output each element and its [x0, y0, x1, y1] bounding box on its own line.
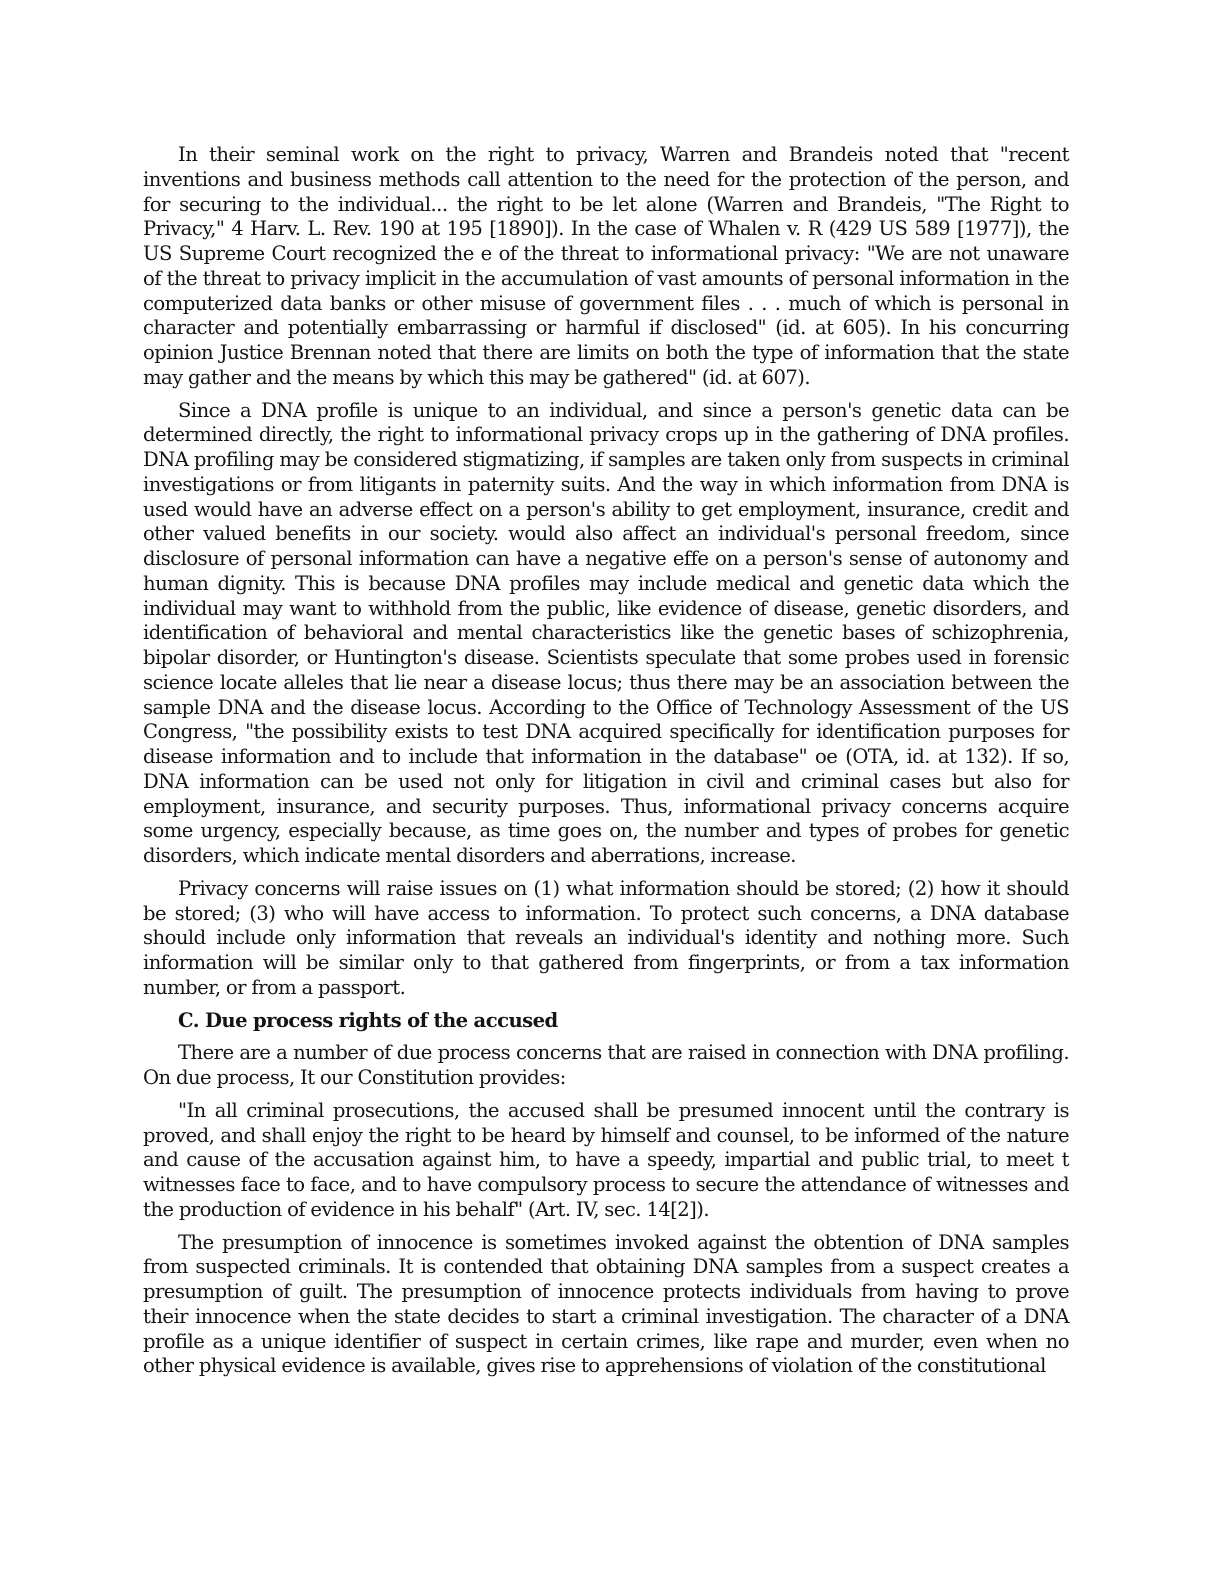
paragraph-privacy-concerns: Privacy concerns will raise issues on (1) what information should be stored; (2) how it should be stored; (3) who will have access to information. To protect such concerns, a DNA database should include only information that reveals an individual's identity and nothing more. Such information will be similar only to that gathered from fingerprints, or from a tax information number, or from a passport.	[143, 876, 1069, 999]
paragraph-dna-profile-privacy: Since a DNA profile is unique to an individual, and since a person's genetic data can be determined directly, the right to informational privacy crops up in the gathering of DNA profiles. DNA profiling may be considered stigmatizing, if samples are taken only from suspects in criminal investigations or from litigants in paternity suits. And the way in which information from DNA is used would have an adverse effect on a person's ability to get employment, insurance, credit and other valued benefits in our society. would also affect an individual's personal freedom, since disclosure of personal information can have a negative effe on a person's sense of autonomy and human dignity. This is because DNA profiles may include medical and genetic data which the individual may want to withhold from the public, like evidence of disease, genetic disorders, and identification of behavioral and mental characteristics like the genetic bases of schizophrenia, bipolar disorder, or Huntington's disease. Scientists speculate that some probes used in forensic science locate alleles that lie near a disease locus; thus there may be an association between the sample DNA and the disease locus. According to the Office of Technology Assessment of the US Congress, "the possibility exists to test DNA acquired specifically for identification purposes for disease information and to include that information in the database" oe (OTA, id. at 132). If so, DNA information can be used not only for litigation in civil and criminal cases but also for employment, insurance, and security purposes. Thus, informational privacy concerns acquire some urgency, especially because, as time goes on, the number and types of probes for genetic disorders, which indicate mental disorders and aberrations, increase.	[143, 398, 1069, 867]
paragraph-constitution-quote: "In all criminal prosecutions, the accused shall be presumed innocent until the contrary is proved, and shall enjoy the right to be heard by himself and counsel, to be informed of the nature and cause of the accusation against him, to have a speedy, impartial and public trial, to meet t witnesses face to face, and to have compulsory process to secure the attendance of witnesses and the production of evidence in his behalf" (Art. IV, sec. 14[2]).	[143, 1098, 1069, 1221]
paragraph-warren-brandeis: In their seminal work on the right to privacy, Warren and Brandeis noted that "recent inventions and business methods call attention to the need for the protection of the person, and for securing to the individual... the right to be let alone (Warren and Brandeis, "The Right to Privacy," 4 Harv. L. Rev. 190 at 195 [1890]). In the case of Whalen v. R (429 US 589 [1977]), the US Supreme Court recognized the e of the threat to informational privacy: "We are not unaware of the threat to privacy implicit in the accumulation of vast amounts of personal information in the computerized data banks or other misuse of government files . . . much of which is personal in character and potentially embarrassing or harmful if disclosed" (id. at 605). In his concurring opinion Justice Brennan noted that there are limits on both the type of information that the state may gather and the means by which this may be gathered" (id. at 607).	[143, 143, 1069, 389]
document-page	[143, 143, 1069, 1387]
paragraph-due-process: There are a number of due process concerns that are raised in connection with DNA profiling. On due process, It our Constitution provides:	[143, 1041, 1069, 1089]
paragraph-presumption-innocence: The presumption of innocence is sometimes invoked against the obtention of DNA samples from suspected criminals. It is contended that obtaining DNA samples from a suspect creates a presumption of guilt. The presumption of innocence protects individuals from having to prove their innocence when the state decides to start a criminal investigation. The character of a DNA profile as a unique identifier of suspect in certain crimes, like rape and murder, even when no other physical evidence is available, gives rise to apprehensions of violation of the constitutional	[143, 1230, 1069, 1378]
section-heading: C. Due process rights of the accused	[178, 1008, 558, 1032]
